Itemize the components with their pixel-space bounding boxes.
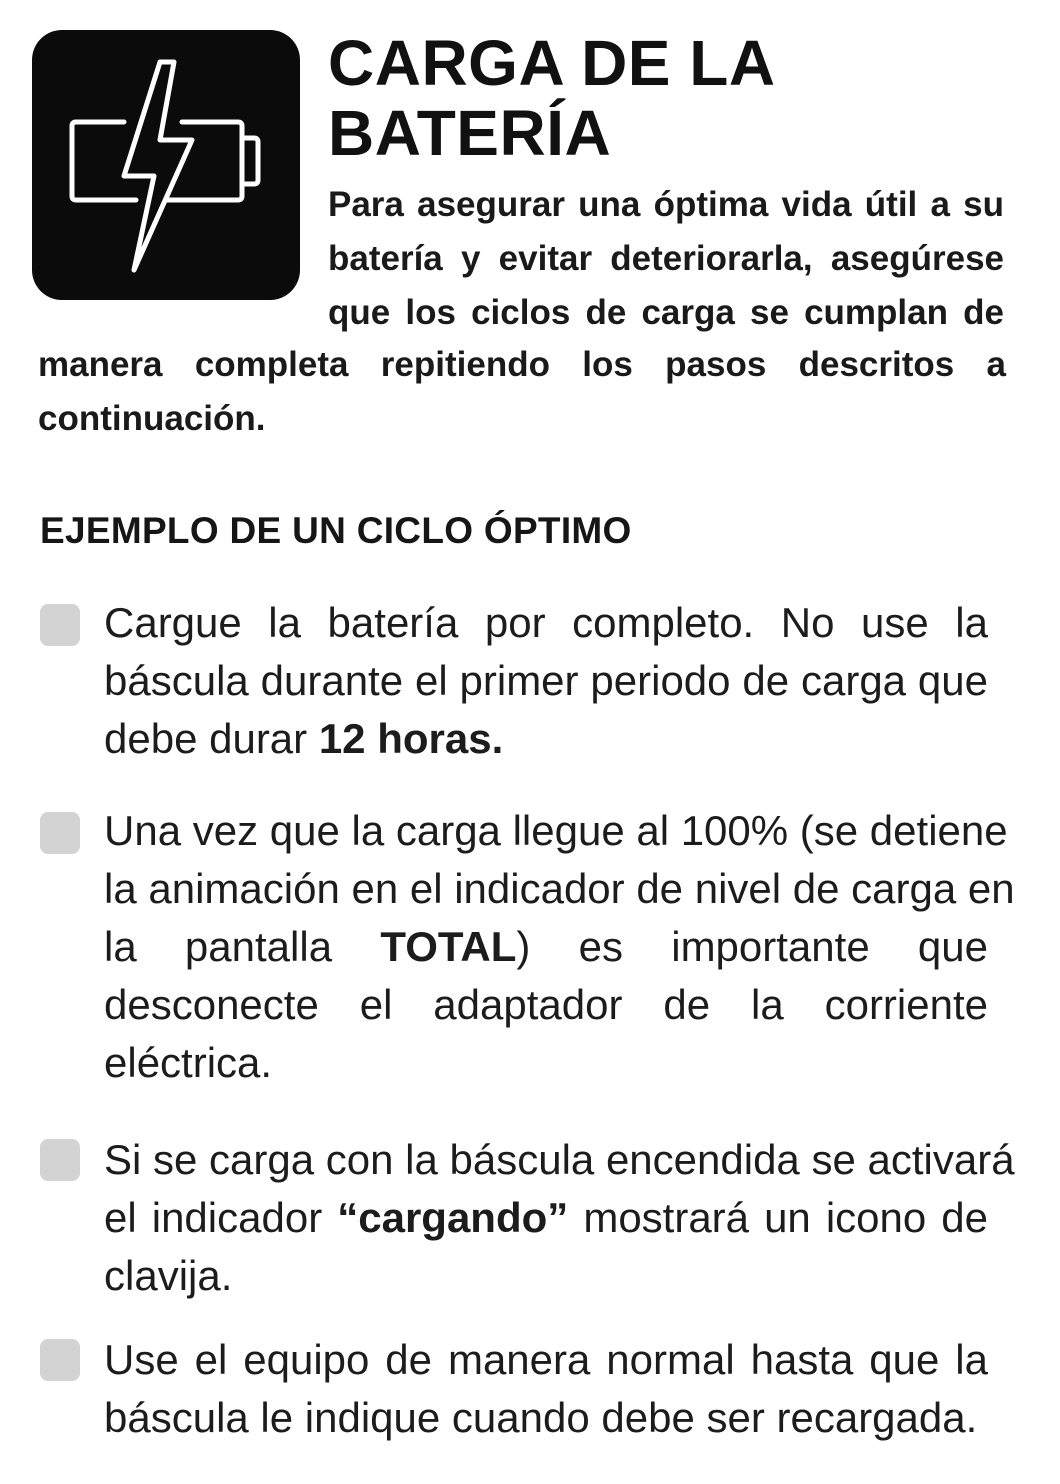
section-title: EJEMPLO DE UN CICLO ÓPTIMO	[40, 510, 632, 551]
battery-charging-icon-graphic	[32, 30, 300, 300]
step-line	[104, 710, 988, 768]
step-line-text: mostrará un icono de	[568, 1194, 989, 1241]
step-checkbox[interactable]	[40, 1339, 80, 1381]
step-emphasis: 12 horas.	[318, 715, 504, 762]
step-text	[104, 802, 1015, 1092]
page-title-line2: BATERÍA	[328, 97, 612, 169]
step-line: desconecte el adaptador de la corriente	[104, 981, 988, 1028]
step-line: báscula durante el primer periodo de carga que	[104, 657, 988, 704]
intro-line: continuación.	[38, 399, 266, 438]
step-line-text: la pantalla	[104, 923, 381, 970]
step-line: Si se carga con la báscula encendida se activará	[104, 1136, 1015, 1183]
intro-paragraph-right	[328, 178, 1004, 340]
intro-line: manera completa repitiendo los pasos descritos a	[38, 345, 1006, 384]
step-line	[104, 918, 988, 976]
step-line: báscula le indique cuando debe ser recargada.	[104, 1394, 978, 1441]
step-line-text: el indicador	[104, 1194, 338, 1241]
step-line-text: debe durar	[104, 715, 319, 762]
step-line-text: ) es importante que	[516, 923, 988, 970]
intro-line: que los ciclos de carga se cumplan de	[328, 293, 1004, 332]
step-line: Use el equipo de manera normal hasta que la	[104, 1336, 988, 1383]
step-checkbox[interactable]	[40, 604, 80, 646]
intro-line: Para asegurar una óptima vida útil a su	[328, 185, 1004, 224]
step-line	[104, 1189, 988, 1247]
step-line: Cargue la batería por completo. No use la	[104, 599, 988, 646]
step-text	[104, 1331, 988, 1447]
page-title	[328, 28, 1028, 168]
step-checkbox[interactable]	[40, 812, 80, 854]
step-line: la animación en el indicador de nivel de carga en	[104, 865, 1015, 912]
step-line: clavija.	[104, 1252, 233, 1299]
step-emphasis: “cargando”	[337, 1194, 569, 1241]
step-checkbox[interactable]	[40, 1139, 80, 1181]
step-emphasis: TOTAL	[380, 923, 517, 970]
battery-charging-icon	[32, 30, 300, 300]
step-text	[104, 594, 988, 768]
step-line: Una vez que la carga llegue al 100% (se detiene	[104, 807, 1008, 854]
step-line: eléctrica.	[104, 1039, 273, 1086]
page-title-line1: CARGA DE LA	[328, 27, 776, 99]
intro-paragraph-full	[38, 338, 1006, 446]
intro-line: batería y evitar deteriorarla, asegúrese	[328, 239, 1004, 278]
step-text	[104, 1131, 1015, 1305]
